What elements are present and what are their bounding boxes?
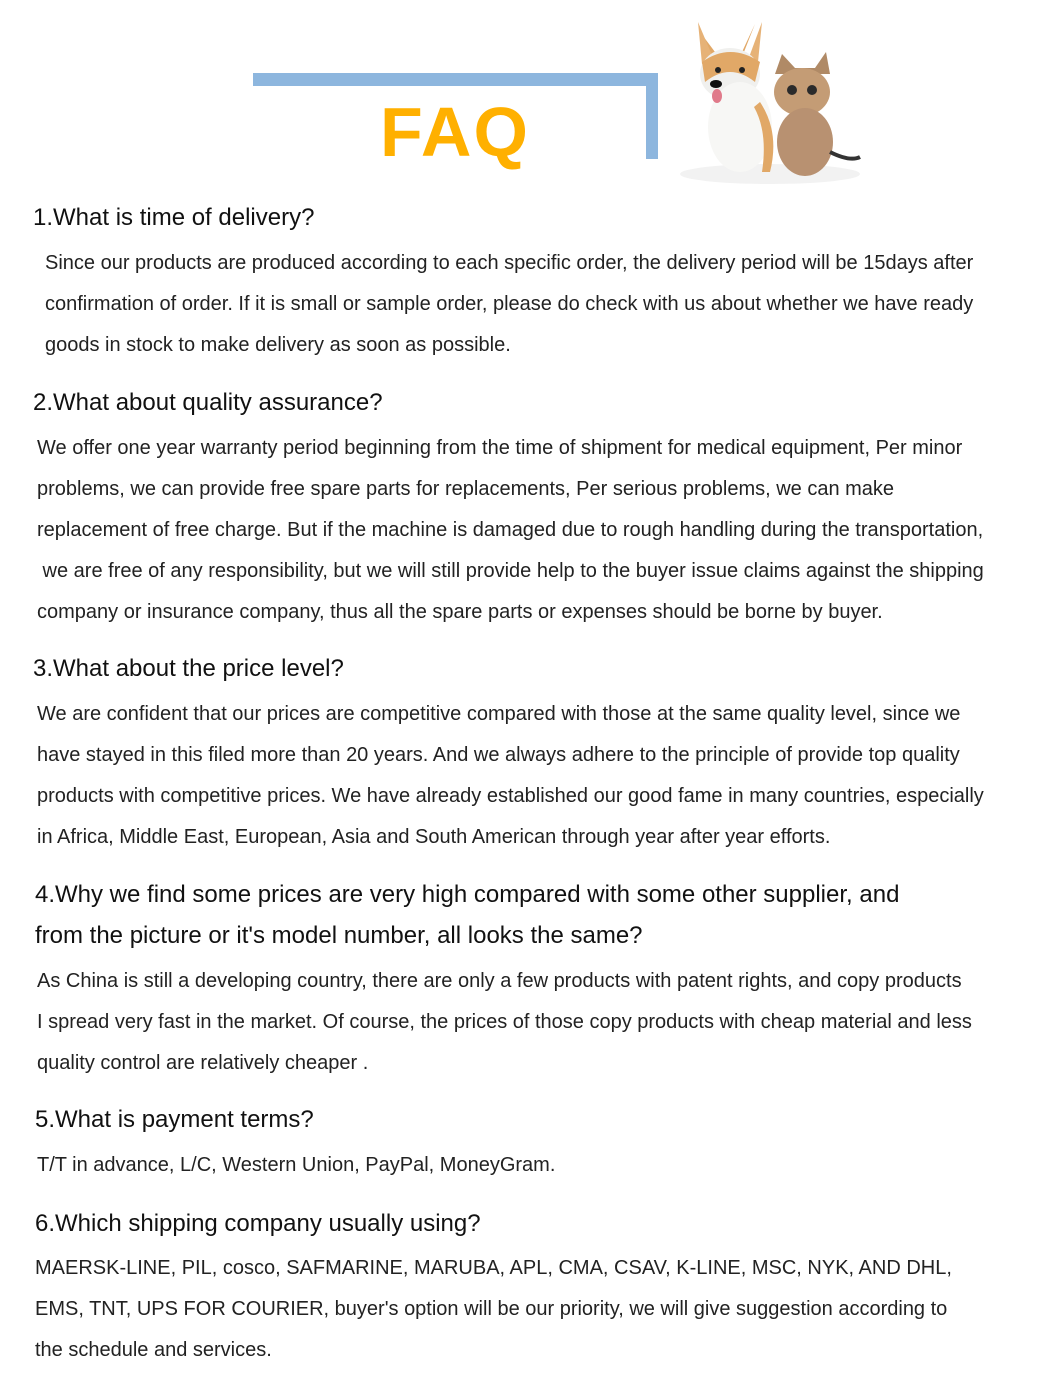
faq-answer-line: T/T in advance, L/C, Western Union, PayPal, MoneyGram. bbox=[37, 1154, 556, 1176]
faq-question: 5.What is payment terms? bbox=[35, 1106, 314, 1133]
faq-answer-line: quality control are relatively cheaper . bbox=[37, 1052, 369, 1074]
faq-item-4 bbox=[0, 874, 1060, 1084]
page-title: FAQ bbox=[380, 93, 530, 171]
faq-question: 3.What about the price level? bbox=[33, 655, 344, 682]
faq-answer-line: confirmation of order. If it is small or sample order, please do check with us about whether we have ready bbox=[45, 293, 974, 315]
faq-answer-line: problems, we can provide free spare parts for replacements, Per serious problems, we can make bbox=[37, 478, 895, 500]
faq-item-3 bbox=[0, 648, 1060, 858]
faq-answer-line: I spread very fast in the market. Of course, the prices of those copy products with cheap material and less bbox=[37, 1011, 972, 1033]
faq-answer-line: in Africa, Middle East, European, Asia and South American through year after year efforts. bbox=[37, 826, 831, 848]
faq-answer-line: have stayed in this filed more than 20 years. And we always adhere to the principle of provide top quality bbox=[37, 744, 960, 766]
faq-answer-line: MAERSK-LINE, PIL, cosco, SAFMARINE, MARUBA, APL, CMA, CSAV, K-LINE, MSC, NYK, AND DHL, bbox=[35, 1257, 952, 1279]
faq-question: from the picture or it's model number, all looks the same? bbox=[35, 922, 643, 949]
header-bar-vertical bbox=[646, 73, 658, 159]
header-bar-horizontal bbox=[253, 73, 658, 86]
faq-item-6 bbox=[0, 1203, 1060, 1371]
faq-answer-line: we are free of any responsibility, but we will still provide help to the buyer issue claims against the shipping bbox=[37, 560, 984, 582]
faq-answer-line: products with competitive prices. We have already established our good fame in many countries, especially bbox=[37, 785, 984, 807]
faq-question: 6.Which shipping company usually using? bbox=[35, 1210, 481, 1237]
faq-item-1 bbox=[0, 197, 1060, 366]
faq-answer-line: company or insurance company, thus all the spare parts or expenses should be borne by buyer. bbox=[37, 601, 883, 623]
dog-and-cat-image bbox=[670, 12, 865, 187]
faq-answer-line: We offer one year warranty period beginning from the time of shipment for medical equipment, Per minor bbox=[37, 437, 963, 459]
faq-item-2 bbox=[0, 382, 1060, 633]
faq-answer-line: As China is still a developing country, there are only a few products with patent rights, and copy products bbox=[37, 970, 962, 992]
faq-question: 4.Why we find some prices are very high compared with some other supplier, and bbox=[35, 881, 900, 908]
faq-answer-line: goods in stock to make delivery as soon as possible. bbox=[45, 334, 511, 356]
faq-question: 2.What about quality assurance? bbox=[33, 389, 383, 416]
faq-answer-line: replacement of free charge. But if the machine is damaged due to rough handling during the transportation, bbox=[37, 519, 984, 541]
faq-answer-line: We are confident that our prices are competitive compared with those at the same quality level, since we bbox=[37, 703, 961, 725]
faq-item-5 bbox=[0, 1099, 1060, 1186]
faq-answer-line: EMS, TNT, UPS FOR COURIER, buyer's option will be our priority, we will give suggestion according to bbox=[35, 1298, 948, 1320]
faq-answer-line: Since our products are produced according to each specific order, the delivery period will be 15days after bbox=[45, 252, 974, 274]
faq-question: 1.What is time of delivery? bbox=[33, 204, 315, 231]
faq-answer-line: the schedule and services. bbox=[35, 1339, 272, 1361]
